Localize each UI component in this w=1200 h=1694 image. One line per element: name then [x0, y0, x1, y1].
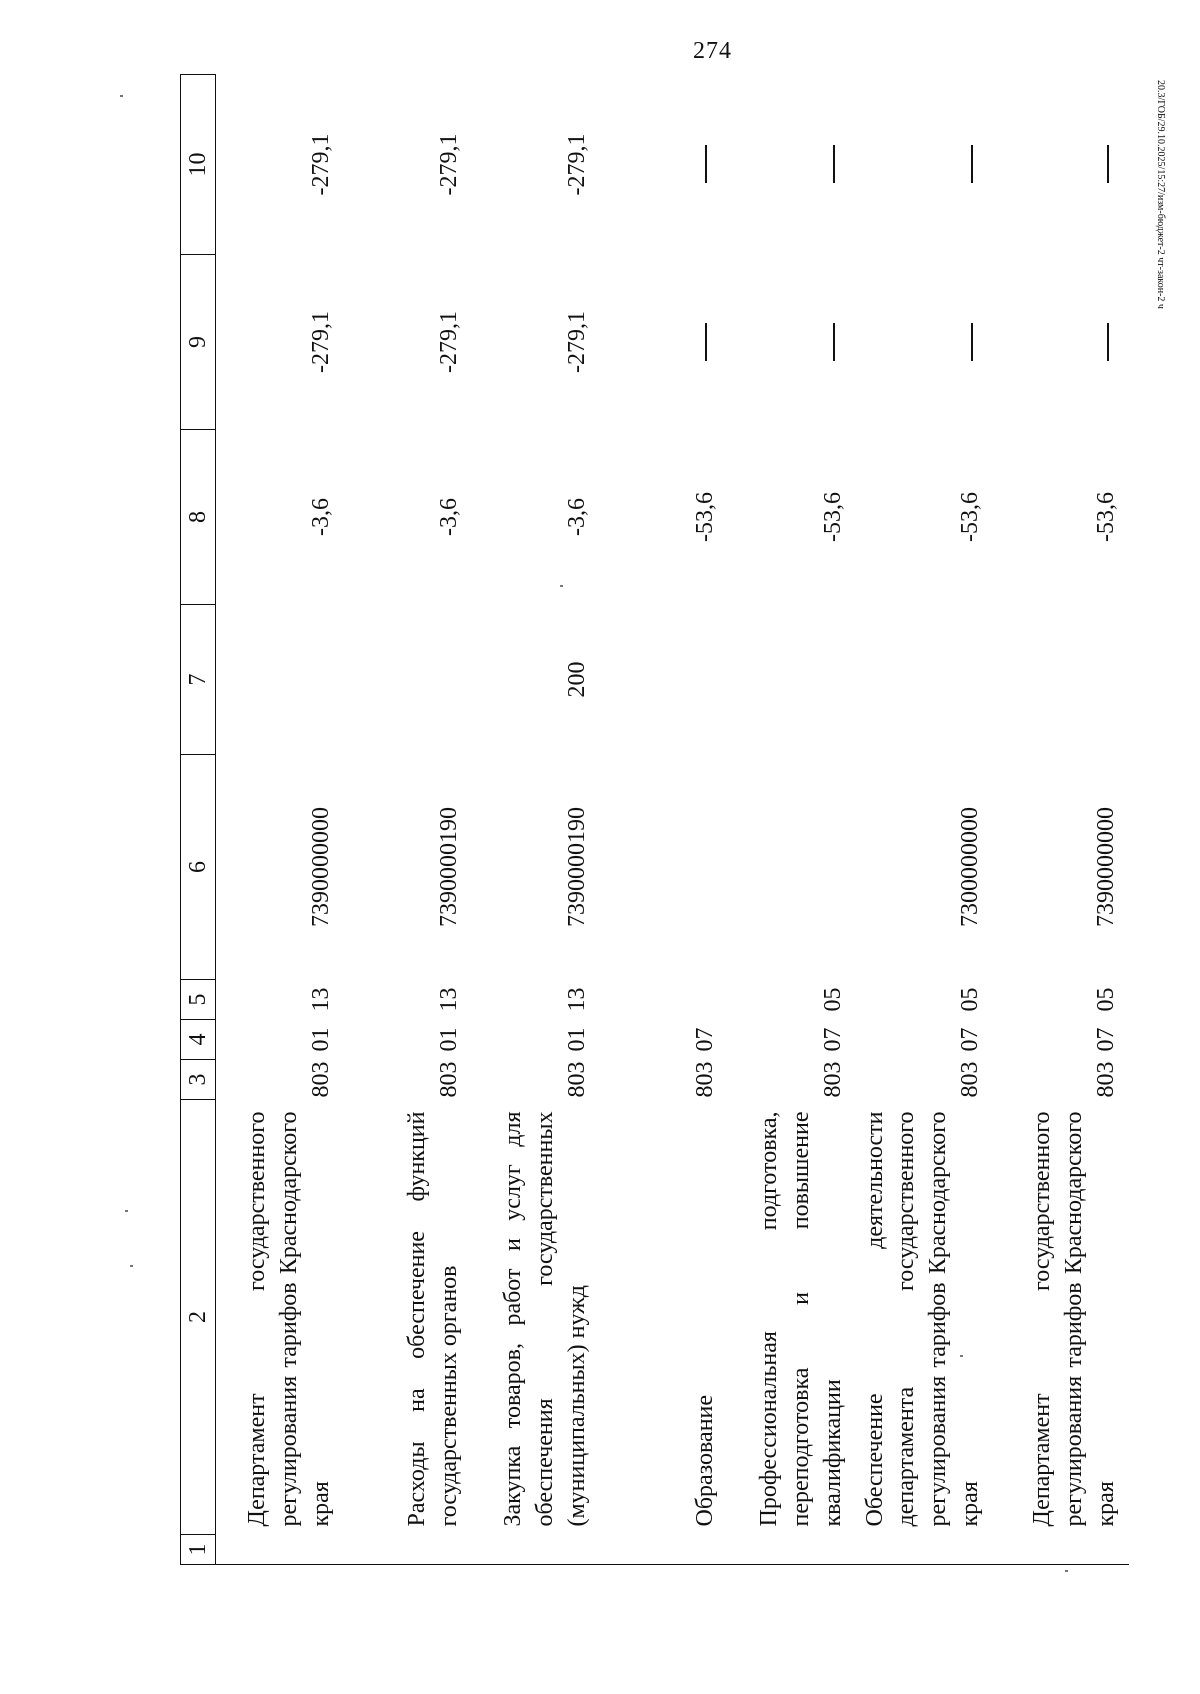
table-row: [600, 75, 728, 1565]
dash-mark: [833, 323, 835, 361]
code-subsection-cell: 13: [307, 987, 334, 1012]
code-section-cell: 07: [957, 1027, 984, 1052]
item-name: Закупка товаров, работ и услуг для обеспечения государственных (муниципальных) нужд: [499, 1111, 590, 1527]
scan-speck: [120, 95, 123, 97]
amount-col8: -3,6: [307, 498, 334, 536]
amount-col9: [728, 255, 856, 430]
column-header: 6: [181, 755, 216, 980]
item-name: Образование: [691, 1394, 718, 1527]
amount-col9: [993, 255, 1129, 430]
amount-col10: -279,1: [307, 133, 334, 196]
table-row: [993, 75, 1129, 1565]
expense-type-cell: [344, 605, 472, 755]
code-subsection-cell: 13: [435, 987, 462, 1012]
amount-col8: -53,6: [957, 492, 984, 542]
item-name: Обеспечение деятельности департамента государственного регулирования тарифов Краснодарского края: [861, 1111, 984, 1527]
column-header: 1: [181, 1535, 216, 1565]
target-article-cell: [728, 755, 856, 980]
amount-col10: [600, 75, 728, 255]
expense-type-cell: [216, 605, 344, 755]
code-ved-cell: 803: [435, 1061, 462, 1098]
dash-mark: [1107, 323, 1109, 361]
budget-table: [180, 74, 1129, 1565]
column-header: 3: [181, 1060, 216, 1100]
amount-col9: [600, 255, 728, 430]
row-index-cell: [344, 1535, 472, 1565]
column-header: 7: [181, 605, 216, 755]
amount-col10: -279,1: [435, 133, 462, 196]
amount-col10: [728, 75, 856, 255]
amount-col10: [856, 75, 994, 255]
amount-col10: [993, 75, 1129, 255]
amount-col8: -53,6: [691, 492, 718, 542]
code-section-cell: 07: [691, 1027, 718, 1052]
amount-col9: -279,1: [435, 311, 462, 373]
expense-type-cell: [600, 605, 728, 755]
code-ved-cell: 803: [1093, 1061, 1120, 1098]
expense-type-cell: [856, 605, 994, 755]
target-article-cell: 7300000000: [957, 807, 984, 927]
column-header: 9: [181, 255, 216, 430]
target-article-cell: 7390000190: [563, 807, 590, 927]
target-article-cell: [600, 755, 728, 980]
code-section-cell: 07: [1093, 1027, 1120, 1052]
code-subsection-cell: 13: [563, 987, 590, 1012]
dash-mark: [971, 146, 973, 184]
table-row: [344, 75, 472, 1565]
table-row: [728, 75, 856, 1565]
target-article-cell: 7390000190: [435, 807, 462, 927]
table-row: [216, 75, 344, 1565]
item-name: Расходы на обеспечение функций государственных органов: [403, 1111, 462, 1527]
rotated-table-container: [180, 75, 1120, 1565]
code-section-cell: 07: [819, 1027, 846, 1052]
code-ved-cell: 803: [819, 1061, 846, 1098]
amount-col8: -3,6: [435, 498, 462, 536]
code-section-cell: 01: [307, 1027, 334, 1052]
page-number: 274: [693, 38, 732, 64]
dash-mark: [705, 323, 707, 361]
code-section-cell: 01: [563, 1027, 590, 1052]
row-index-cell: [216, 1535, 344, 1565]
table-row: [472, 75, 600, 1565]
row-index-cell: [600, 1535, 728, 1565]
dash-mark: [833, 146, 835, 184]
amount-col9: -279,1: [563, 311, 590, 373]
row-index-cell: [993, 1535, 1129, 1565]
scan-speck: [125, 1210, 128, 1212]
expense-type-cell: [728, 605, 856, 755]
code-ved-cell: 803: [957, 1061, 984, 1098]
column-header: 10: [181, 75, 216, 255]
row-index-cell: [472, 1535, 600, 1565]
column-header: 5: [181, 980, 216, 1020]
amount-col8: -53,6: [1093, 492, 1120, 542]
code-ved-cell: 803: [691, 1061, 718, 1098]
code-ved-cell: 803: [563, 1061, 590, 1098]
item-name: Профессиональная подготовка, переподготовка и повышение квалификации: [755, 1111, 846, 1527]
target-article-cell: 7390000000: [307, 807, 334, 927]
amount-col10: -279,1: [563, 133, 590, 196]
code-subsection-cell: 05: [819, 987, 846, 1012]
column-header: 8: [181, 430, 216, 605]
dash-mark: [705, 146, 707, 184]
code-subsection-cell: 05: [1093, 987, 1120, 1012]
code-ved-cell: 803: [307, 1061, 334, 1098]
table-header-row: [181, 75, 216, 1565]
expense-type-cell: 200: [563, 661, 590, 698]
code-section-cell: 01: [435, 1027, 462, 1052]
item-name: Департамент государственного регулирования тарифов Краснодарского края: [243, 1111, 334, 1527]
dash-mark: [971, 323, 973, 361]
code-subsection-cell: [600, 980, 728, 1020]
target-article-cell: 7390000000: [1093, 807, 1120, 927]
document-footer-code: 20.3/ГОБ/29.10.2025/15:27/изм-бюджет-2 чт-закон-2 ч: [1155, 80, 1166, 309]
amount-col9: [856, 255, 994, 430]
row-index-cell: [856, 1535, 994, 1565]
column-header: 4: [181, 1020, 216, 1060]
amount-col8: -3,6: [563, 498, 590, 536]
item-name: Департамент государственного регулирования тарифов Краснодарского края: [1029, 1111, 1120, 1527]
scan-speck: [130, 1265, 133, 1267]
dash-mark: [1107, 146, 1109, 184]
scan-speck: [1065, 1570, 1068, 1572]
row-index-cell: [728, 1535, 856, 1565]
amount-col8: -53,6: [819, 492, 846, 542]
column-header: 2: [181, 1100, 216, 1535]
table-row: [856, 75, 994, 1565]
code-subsection-cell: 05: [957, 987, 984, 1012]
expense-type-cell: [993, 605, 1129, 755]
amount-col9: -279,1: [307, 311, 334, 373]
